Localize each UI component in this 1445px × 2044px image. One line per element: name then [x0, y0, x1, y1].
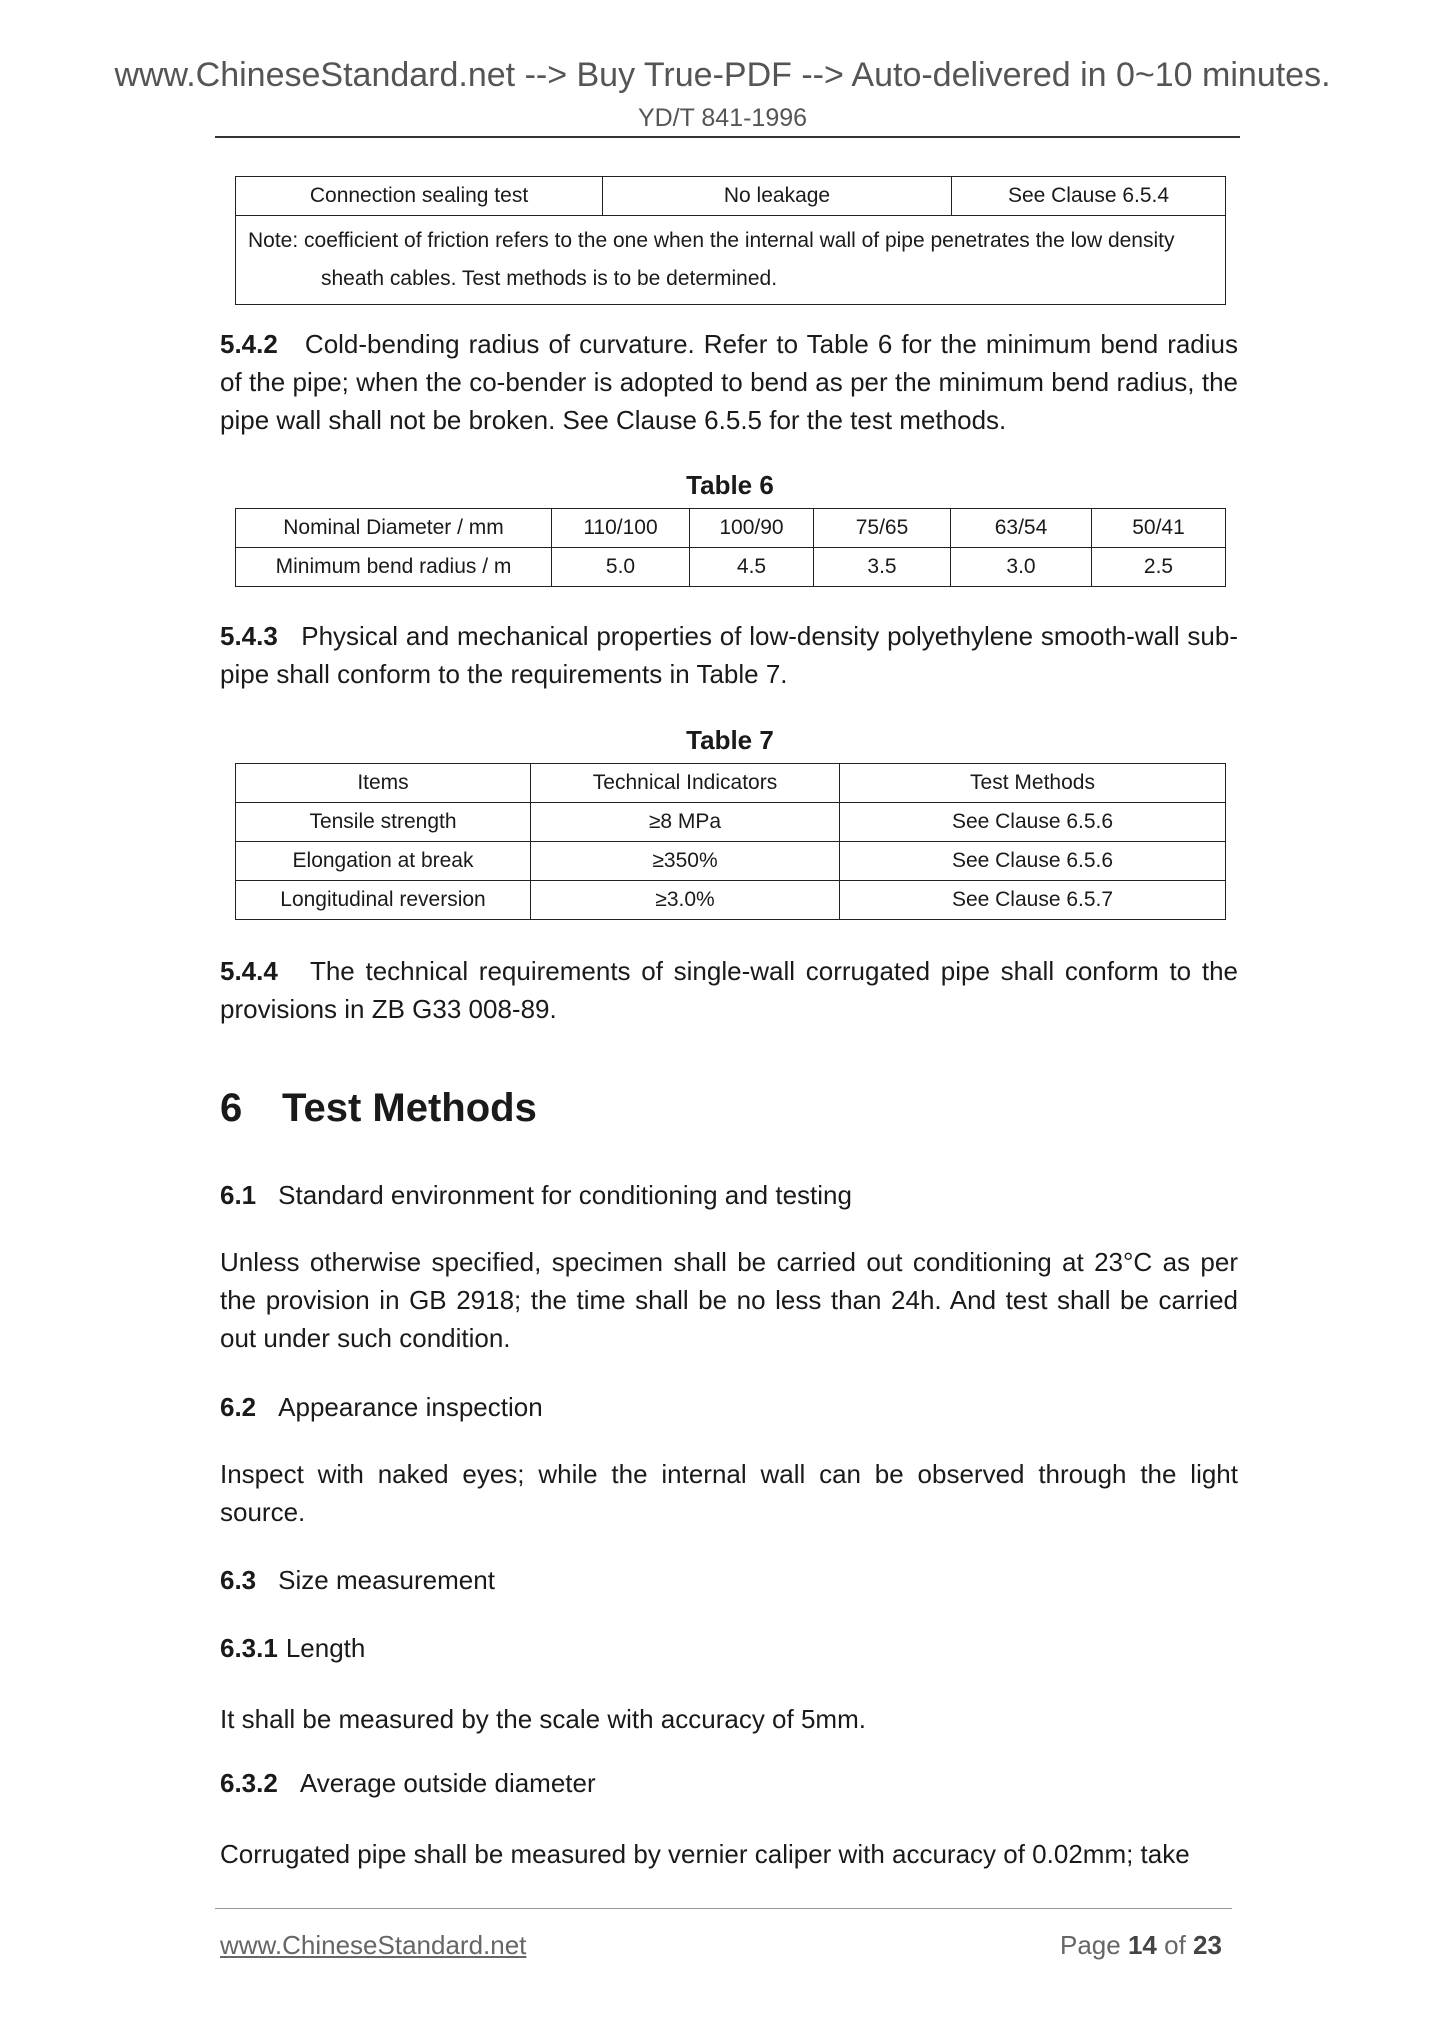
clause-6-2-heading: [220, 1392, 543, 1423]
table-cell: Connection sealing test: [236, 177, 603, 216]
table-cell: See Clause 6.5.6: [840, 803, 1226, 842]
clause-number: 6.3: [220, 1565, 257, 1595]
table-cell: Minimum bend radius / m: [236, 548, 552, 587]
clause-title: Size measurement: [278, 1565, 495, 1595]
table-cell: Items: [236, 764, 531, 803]
clause-number: 5.4.3: [220, 621, 278, 651]
table-cell: Nominal Diameter / mm: [236, 509, 552, 548]
footer-divider: [215, 1908, 1232, 1909]
page-total: 23: [1193, 1930, 1222, 1960]
table7: [235, 763, 1226, 920]
clause-number: 6.2: [220, 1392, 257, 1422]
clause-5-4-4: [220, 952, 1238, 1028]
clause-6-1-heading: [220, 1180, 852, 1211]
of-word: of: [1164, 1930, 1186, 1960]
clause-number: 6.1: [220, 1180, 257, 1210]
page-indicator: [1060, 1930, 1222, 1961]
clause-text: Cold-bending radius of curvature. Refer to Table 6 for the minimum bend radius of the pipe; when the co-bender is adopted to bend as per the minimum bend radius, the pipe wall shall not be broken. See Clause 6.5.5 for the test methods.: [220, 329, 1239, 435]
table-cell: No leakage: [603, 177, 952, 216]
table-cell: 110/100: [552, 509, 690, 548]
table-row: [236, 177, 1226, 216]
clause-6-3-1-heading: [220, 1633, 365, 1664]
clause-title: Appearance inspection: [278, 1392, 543, 1422]
table-cell: Tensile strength: [236, 803, 531, 842]
clause-6-3-1-text: It shall be measured by the scale with accuracy of 5mm.: [220, 1704, 866, 1734]
table-row: [236, 803, 1226, 842]
note-line-2: sheath cables. Test methods is to be determined.: [321, 267, 778, 290]
table-row: [236, 509, 1226, 548]
table6-caption: Table 6: [686, 470, 774, 500]
table-cell: 3.5: [814, 548, 951, 587]
table6: [235, 508, 1226, 587]
table-cell: 5.0: [552, 548, 690, 587]
clause-number: 6.3.2: [220, 1768, 278, 1798]
clause-title: Average outside diameter: [299, 1768, 596, 1798]
clause-6-3-heading: [220, 1565, 495, 1596]
table-cell: 100/90: [690, 509, 814, 548]
table-cell: 3.0: [951, 548, 1092, 587]
clause-6-2-text: Inspect with naked eyes; while the internal wall can be observed through the light source.: [220, 1459, 1238, 1527]
chapter-title: Test Methods: [282, 1086, 537, 1130]
table-cell: ≥8 MPa: [531, 803, 840, 842]
header-divider: [215, 136, 1240, 138]
note-line-1: Note: coefficient of friction refers to the one when the internal wall of pipe penetrates the low density: [248, 229, 1175, 252]
clause-text: The technical requirements of single-wall corrugated pipe shall conform to the provisions in ZB G33 008-89.: [220, 956, 1238, 1024]
table-cell: Technical Indicators: [531, 764, 840, 803]
table-cell: 4.5: [690, 548, 814, 587]
table-cell: 2.5: [1092, 548, 1226, 587]
document-id: YD/T 841-1996: [637, 104, 808, 132]
table-cell: Elongation at break: [236, 842, 531, 881]
table-cell: See Clause 6.5.4: [952, 177, 1226, 216]
table5-continuation: [235, 176, 1226, 305]
table-row: [236, 881, 1226, 920]
page-number: 14: [1127, 1930, 1157, 1960]
table-cell: ≥350%: [531, 842, 840, 881]
page-word: Page: [1060, 1930, 1121, 1960]
table-cell: 63/54: [951, 509, 1092, 548]
chapter-number: 6: [220, 1086, 243, 1130]
table-note-row: [236, 216, 1226, 305]
table-cell: 50/41: [1092, 509, 1226, 548]
table-cell: See Clause 6.5.7: [840, 881, 1226, 920]
table7-caption: Table 7: [686, 725, 774, 755]
clause-6-3-2-text: Corrugated pipe shall be measured by vernier caliper with accuracy of 0.02mm; take: [220, 1839, 1190, 1869]
clause-6-3-2-heading: [220, 1768, 596, 1799]
clause-number: 5.4.4: [220, 956, 278, 986]
clause-title: Standard environment for conditioning and testing: [278, 1180, 852, 1210]
table-cell: 75/65: [814, 509, 951, 548]
clause-6-1-text: Unless otherwise specified, specimen shall be carried out conditioning at 23°C as per the provision in GB 2918; the time shall be no less than 24h. And test shall be carried out under such condition.: [220, 1247, 1238, 1353]
table-row: [236, 764, 1226, 803]
clause-5-4-3: [220, 617, 1238, 693]
clause-number: 5.4.2: [220, 329, 278, 359]
table-row: [236, 548, 1226, 587]
table-note: [236, 216, 1226, 305]
clause-text: Physical and mechanical properties of low-density polyethylene smooth-wall sub-pipe shall conform to the requirements in Table 7.: [220, 621, 1238, 689]
table-row: [236, 842, 1226, 881]
footer-site-link[interactable]: www.ChineseStandard.net: [220, 1930, 527, 1960]
chapter-6-heading: [220, 1086, 537, 1131]
clause-5-4-2: [220, 325, 1238, 439]
header-banner: www.ChineseStandard.net --> Buy True-PDF --> Auto-delivered in 0~10 minutes.: [114, 56, 1331, 94]
table-cell: Test Methods: [840, 764, 1226, 803]
clause-number: 6.3.1: [220, 1633, 278, 1663]
table-cell: See Clause 6.5.6: [840, 842, 1226, 881]
clause-title: Length: [285, 1633, 366, 1663]
table-cell: Longitudinal reversion: [236, 881, 531, 920]
table-cell: ≥3.0%: [531, 881, 840, 920]
